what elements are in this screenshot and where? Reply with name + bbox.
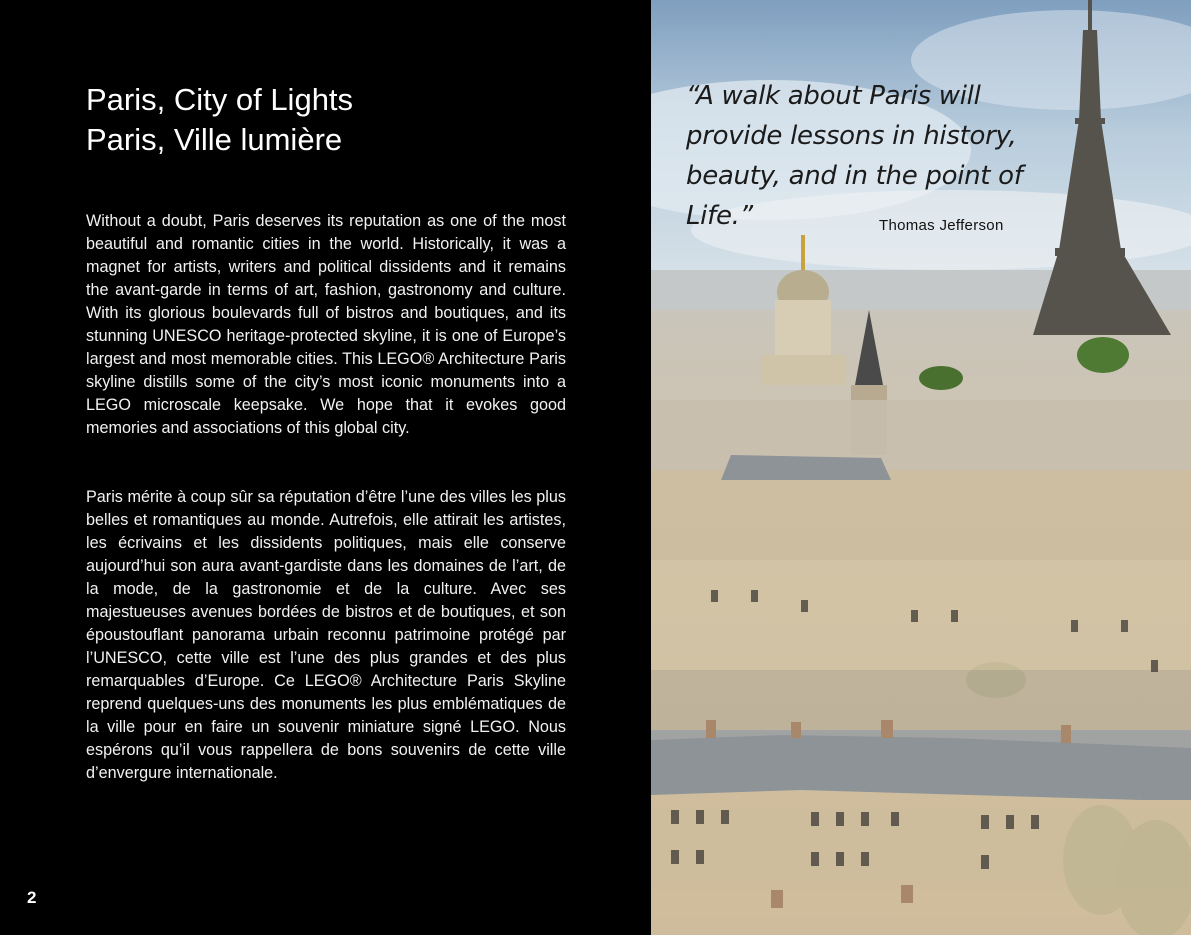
building-rows	[651, 400, 1191, 935]
title-french: Paris, Ville lumière	[86, 122, 343, 157]
paragraph-french: Paris mérite à coup sûr sa réputation d’être l’une des villes les plus belles et romantiques au monde. Autrefois, elle attirait les artistes, les écrivains et les dissidents politiques, mais elle conserve aujourd’hui son aura avant-gardiste dans les domaines de l’art, de la mode, de la gastronomie et de la culture. Avec ses majestueuses avenues bordées de bistros et de boutiques, et son époustouflant panorama urbain reconnu patrimoine protégé par l’UNESCO, cette ville est l’une des plus grandes et des plus remarquables d’Europe. Ce LEGO® Architecture Paris Skyline reprend quelques-uns des monuments les plus emblématiques de la ville pour en faire un souvenir miniature signé LEGO. Nous espérons qu’il vous rappellera de bons souvenirs de cette ville d’envergure internationale.	[86, 488, 566, 782]
paragraph-english: Without a doubt, Paris deserves its reputation as one of the most beautiful and romantic cities in the world. Historically, it was a magnet for artists, writers and political dissidents and it remains the avant-garde in terms of art, fashion, gastronomy and culture. With its glorious boulevards full of bistros and boutiques, and its stunning UNESCO heritage-protected skyline, it is one of Europe’s largest and most memorable cities. This LEGO® Architecture Paris skyline distills some of the city’s most iconic monuments into a LEGO microscale keepsake. We hope that it evokes good memories and associations of this global city.	[86, 212, 566, 437]
jefferson-quote: “A walk about Paris will provide lessons in history, beauty, and in the point of Life.”	[686, 81, 1023, 231]
title-english: Paris, City of Lights	[86, 82, 354, 117]
page-title	[86, 80, 353, 160]
quote-author: Thomas Jefferson	[879, 217, 1004, 234]
tree	[1077, 337, 1129, 373]
page-number: 2	[27, 888, 37, 907]
tree	[919, 366, 963, 390]
